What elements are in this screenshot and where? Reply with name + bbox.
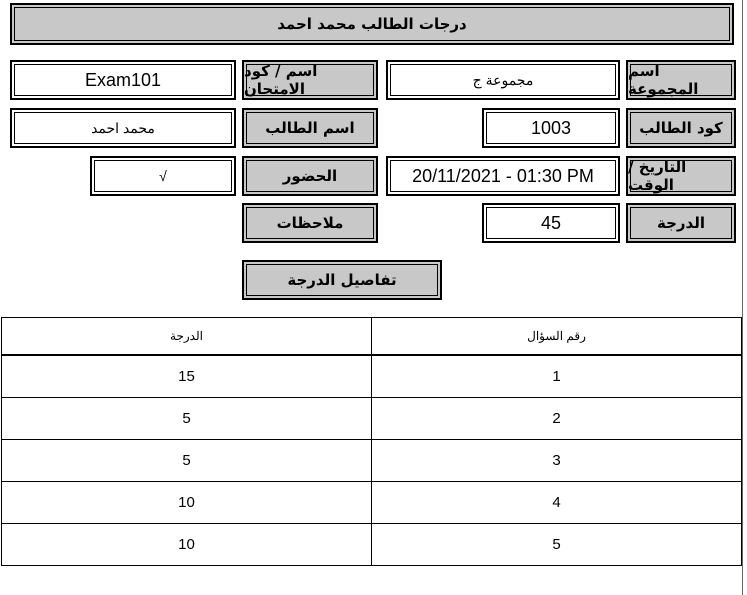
- student-name-value-text: محمد احمد: [91, 119, 155, 136]
- grade-label-text: الدرجة: [657, 214, 705, 232]
- question-cell: 3: [372, 440, 742, 482]
- grade-cell: 5: [2, 440, 372, 482]
- table-header-row: [2, 318, 742, 356]
- group-value: [386, 60, 620, 100]
- datetime-label-text: التاريخ / الوقت: [628, 158, 687, 194]
- grade-cell: 10: [2, 524, 372, 566]
- group-label: [626, 60, 736, 100]
- grade-label: [626, 203, 736, 243]
- question-cell: 5: [372, 524, 742, 566]
- page-title-text: درجات الطالب محمد احمد: [277, 15, 467, 33]
- question-cell: 4: [372, 482, 742, 524]
- question-cell: 1: [372, 355, 742, 398]
- grade-cell: 5: [2, 398, 372, 440]
- datetime-value: [386, 156, 620, 196]
- exam-label: [242, 60, 378, 100]
- attendance-label-text: الحضور: [282, 167, 338, 185]
- table-row: [2, 440, 742, 482]
- attendance-value: [90, 156, 236, 196]
- exam-label-text: اسم / كود الامتحان: [244, 62, 318, 98]
- table-row: [2, 398, 742, 440]
- grade-details-table: [1, 317, 742, 566]
- datetime-label: [626, 156, 736, 196]
- question-cell: 2: [372, 398, 742, 440]
- grade-cell: 15: [2, 355, 372, 398]
- header-question-number: رقم السؤال: [372, 318, 742, 356]
- attendance-label: [242, 156, 378, 196]
- exam-value-text: Exam101: [84, 69, 162, 90]
- grade-details-button[interactable]: [242, 260, 442, 300]
- grade-value: [482, 203, 620, 243]
- student-name-label-text: اسم الطالب: [265, 119, 355, 137]
- header-grade: الدرجة: [2, 318, 372, 356]
- attendance-value-text: √: [159, 168, 167, 184]
- notes-label: [242, 203, 378, 243]
- student-code-value-text: 1003: [530, 117, 572, 138]
- page-right-border: [742, 0, 743, 595]
- exam-value: [10, 60, 236, 100]
- notes-label-text: ملاحظات: [276, 214, 344, 232]
- group-label-text: اسم المجموعة: [628, 62, 699, 98]
- grade-value-text: 45: [540, 212, 562, 233]
- student-code-value: [482, 108, 620, 148]
- student-name-value: [10, 108, 236, 148]
- table-row: [2, 482, 742, 524]
- table-row: [2, 524, 742, 566]
- group-value-text: مجموعة ج: [472, 71, 534, 88]
- student-code-label: [626, 108, 736, 148]
- grade-cell: 10: [2, 482, 372, 524]
- page-title: [10, 3, 734, 45]
- student-name-label: [242, 108, 378, 148]
- datetime-value-text: 20/11/2021 - 01:30 PM: [412, 165, 594, 186]
- student-code-label-text: كود الطالب: [639, 119, 723, 137]
- grade-details-button-label: تفاصيل الدرجة: [287, 271, 397, 289]
- table-row: [2, 355, 742, 398]
